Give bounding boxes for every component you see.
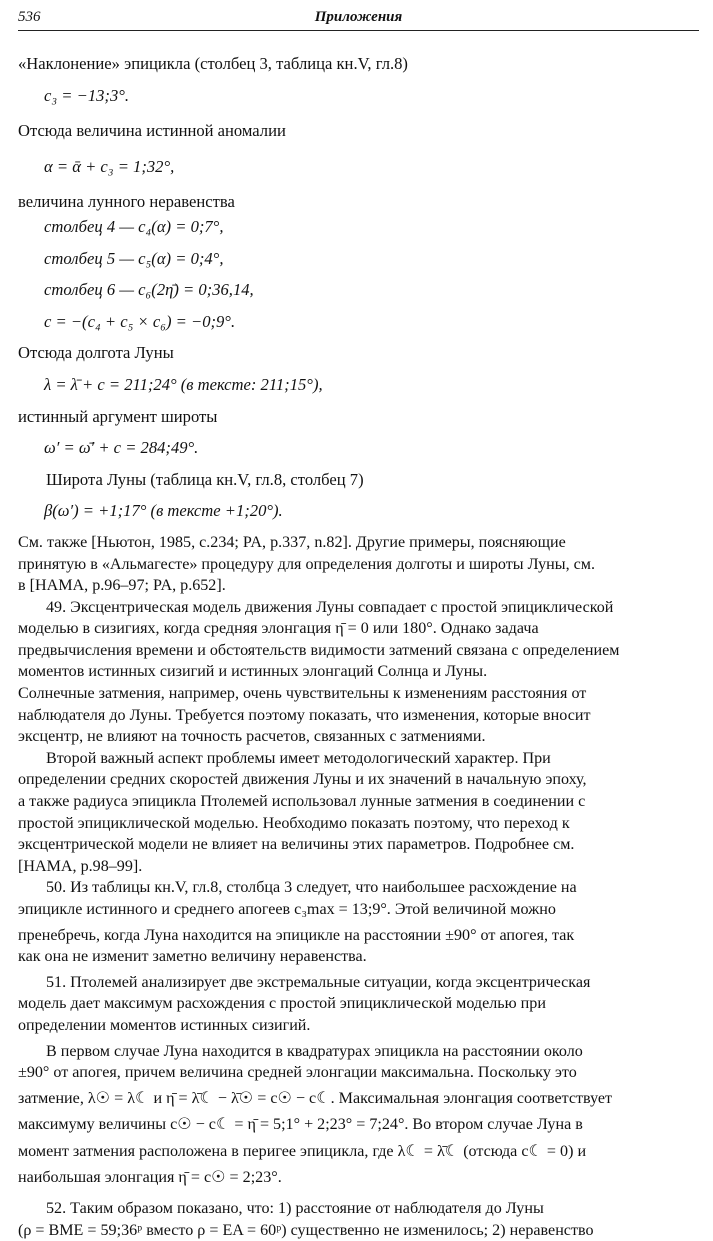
paragraph-line: определении моментов истинных сизигий. [18, 1016, 311, 1034]
paragraph-line: эксцентр, не влияют на точность расчетов, связанных с затмениями. [18, 728, 486, 746]
text-line: истинный аргумент широты [18, 406, 218, 426]
paragraph-line: 51. Птолемей анализирует две экстремальные ситуации, когда эксцентрическая [46, 973, 591, 991]
paragraph-line: эпицикле истинного и среднего апогеев c₃max = 13;9°. Этой величиной можно [18, 901, 556, 918]
paragraph-line: момент затмения расположена в перигее эпицикла, где λ☾ = λ̄☾ (отсюда c☾ = 0) и [18, 1142, 587, 1160]
formula-line: λ = λ̄ + c = 211;24° (в тексте: 211;15°), [44, 374, 323, 394]
text-line: Отсюда величина истинной аномалии [18, 121, 286, 141]
paragraph-line: простой эпициклической моделью. Необходимо показать поэтому, что переход к [18, 814, 570, 832]
paragraph-line: модель дает максимум расхождения с простой эпициклической моделью при [18, 995, 546, 1013]
paragraph-line: 49. Эксцентрическая модель движения Луны совпадает с простой эпициклической [46, 598, 614, 616]
paragraph-line: В первом случае Луна находится в квадратурах эпицикла на расстоянии около [46, 1042, 583, 1060]
paragraph-line: пренебречь, когда Луна находится на эпицикле на расстоянии ±90° от апогея, так [18, 926, 575, 944]
formula-line: столбец 5 — c₅(α) = 0;4°, [44, 248, 224, 268]
paragraph-line: См. также [Ньютон, 1985, с.234; PA, p.337, n.82]. Другие примеры, поясняющие [18, 533, 566, 551]
formula-line: столбец 4 — c₄(α) = 0;7°, [44, 216, 224, 236]
formula-line: α = ᾱ + c₃ = 1;32°, [44, 156, 175, 176]
page-number: 536 [18, 9, 41, 25]
paragraph-line: наблюдателя до Луны. Требуется поэтому показать, что изменения, которые вносит [18, 706, 591, 724]
paragraph-line: моделью в сизигиях, когда средняя элонгация η̄ = 0 или 180°. Однако задача [18, 620, 539, 638]
paragraph-line: наибольшая элонгация η̄ = c☉ = 2;23°. [18, 1168, 282, 1186]
paragraph-line: 50. Из таблицы кн.V, гл.8, столбца 3 следует, что наибольшее расхождение на [46, 879, 577, 897]
paragraph-line: принятую в «Альмагесте» процедуру для определения долготы и широты Луны, см. [18, 555, 595, 573]
paragraph-line: 52. Таким образом показано, что: 1) расстояние от наблюдателя до Луны [46, 1200, 544, 1218]
formula-line: β(ω′) = +1;17° (в тексте +1;20°). [44, 501, 283, 521]
paragraph-line: Солнечные затмения, например, очень чувствительны к изменениям расстояния от [18, 685, 587, 703]
paragraph-line: ±90° от апогея, причем величина средней элонгации максимальна. Поскольку это [18, 1064, 577, 1082]
paragraph-line: определении средних скоростей движения Луны и их значений в начальную эпоху, [18, 771, 587, 789]
paragraph-line: как она не изменит заметно величину неравенства. [18, 948, 367, 966]
paragraph-line: моментов истинных сизигий и истинных элонгаций Солнца и Луны. [18, 663, 488, 681]
text-line: «Наклонение» эпицикла (столбец 3, таблица кн.V, гл.8) [18, 54, 408, 73]
paragraph-line: затмение, λ☉ = λ☾ и η̄ = λ̄☾ − λ̄☉ = c☉ − c☾. Максимальная элонгация соответствует [18, 1089, 613, 1107]
text-line: величина лунного неравенства [18, 192, 235, 212]
paragraph-line: а также радиуса эпицикла Птолемей использовал лунные затмения в соединении с [18, 793, 586, 811]
paragraph-line: в [HAMA, p.96–97; PA, p.652]. [18, 577, 226, 595]
paragraph-line: максимуму величины c☉ − c☾ = η̄ = 5;1° + 2;23° = 7;24°. Во втором случае Луна в [18, 1116, 583, 1134]
text-line: Широта Луны (таблица кн.V, гл.8, столбец 7) [46, 469, 364, 489]
page-content [18, 53, 699, 1241]
paragraph-line: эксцентрической модели не влияет на величины этих параметров. Подробнее см. [18, 836, 575, 854]
formula-line: c₃ = −13;3°. [44, 85, 130, 105]
paragraph-line: [HAMA, p.98–99]. [18, 857, 143, 875]
paragraph-line: предвычисления времени и обстоятельств видимости затмений связана с определением [18, 641, 620, 659]
formula-line: столбец 6 — c₆(2η̄) = 0;36,14, [44, 280, 254, 300]
paragraph-line: Второй важный аспект проблемы имеет методологический характер. При [46, 749, 551, 767]
paragraph-line: (ρ = BME = 59;36ᵖ вместо ρ = EA = 60ᵖ) существенно не изменилось; 2) неравенство [18, 1221, 594, 1239]
formula-line: ω′ = ω̄′ + c = 284;49°. [44, 438, 199, 458]
formula-line: c = −(c₄ + c₅ × c₆) = −0;9°. [44, 311, 236, 331]
page-header [18, 0, 699, 31]
running-head: Приложения [314, 9, 403, 25]
text-line: Отсюда долгота Луны [18, 343, 174, 363]
